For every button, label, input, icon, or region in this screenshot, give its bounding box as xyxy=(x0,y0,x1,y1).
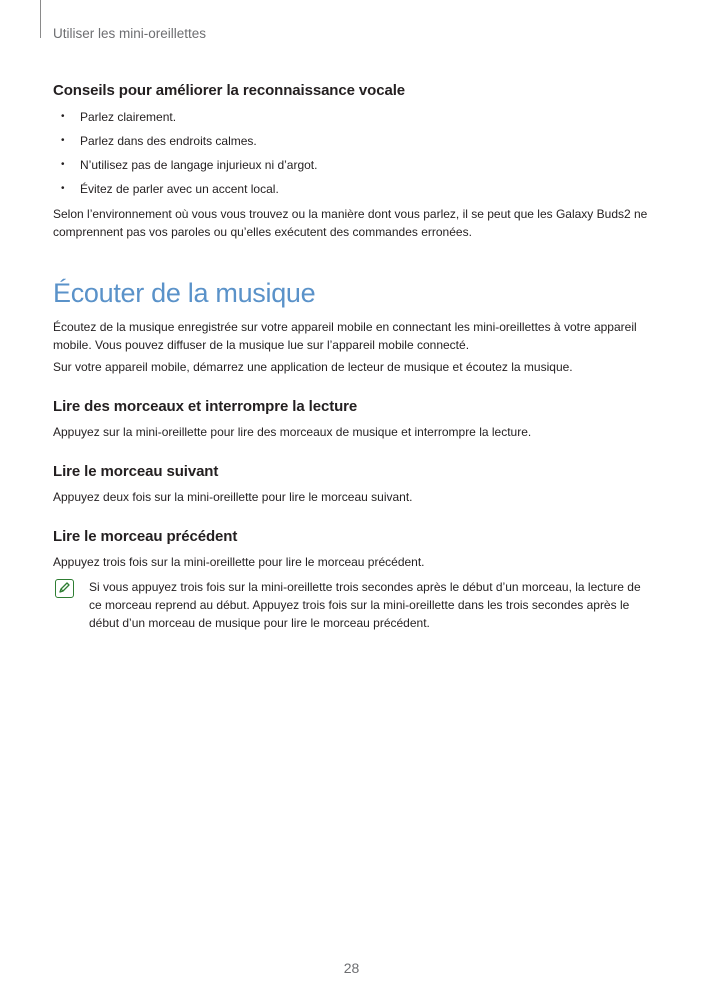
next-track-heading: Lire le morceau suivant xyxy=(53,463,219,480)
play-pause-heading: Lire des morceaux et interrompre la lecture xyxy=(53,398,358,415)
note-text: Si vous appuyez trois fois sur la mini-oreillette trois secondes après le début d’un morceau, la lecture de ce morceau reprend au début. Appuyez trois fois sur la mini-oreillette dans les trois secondes après le début d’un morceau de musique pour lire le morceau précédent. xyxy=(89,580,641,630)
page-content xyxy=(53,82,648,632)
running-header: Utiliser les mini-oreillettes xyxy=(53,26,207,41)
note-pencil-icon xyxy=(55,579,74,598)
list-item: • N’utilisez pas de langage injurieux ni d’argot. xyxy=(53,157,648,173)
voice-tips-paragraph: Selon l’environnement où vous vous trouvez ou la manière dont vous parlez, il se peut que les Galaxy Buds2 ne comprennent pas vos paroles ou qu’elles exécutent des commandes erronées. xyxy=(53,207,648,239)
voice-tips-heading: Conseils pour améliorer la reconnaissance vocale xyxy=(53,82,406,99)
list-item: • Parlez clairement. xyxy=(53,109,648,125)
voice-tips-list xyxy=(53,109,648,197)
list-item: • Évitez de parler avec un accent local. xyxy=(53,181,648,197)
section-title: Écouter de la musique xyxy=(53,278,316,308)
previous-track-text: Appuyez trois fois sur la mini-oreillette pour lire le morceau précédent. xyxy=(53,555,425,569)
music-intro-1: Écoutez de la musique enregistrée sur votre appareil mobile en connectant les mini-oreillettes à votre appareil mobile. Vous pouvez diffuser de la musique lue sur l’appareil mobile connecté. xyxy=(53,320,637,352)
music-intro-2: Sur votre appareil mobile, démarrez une application de lecteur de musique et écoutez la musique. xyxy=(53,360,573,374)
header-rule xyxy=(40,0,41,38)
page-number: 28 xyxy=(343,960,360,976)
next-track-text: Appuyez deux fois sur la mini-oreillette pour lire le morceau suivant. xyxy=(53,490,413,504)
note-box xyxy=(53,578,648,632)
list-item: • Parlez dans des endroits calmes. xyxy=(53,133,648,149)
play-pause-text: Appuyez sur la mini-oreillette pour lire des morceaux de musique et interrompre la lecture. xyxy=(53,425,532,439)
previous-track-heading: Lire le morceau précédent xyxy=(53,528,238,545)
